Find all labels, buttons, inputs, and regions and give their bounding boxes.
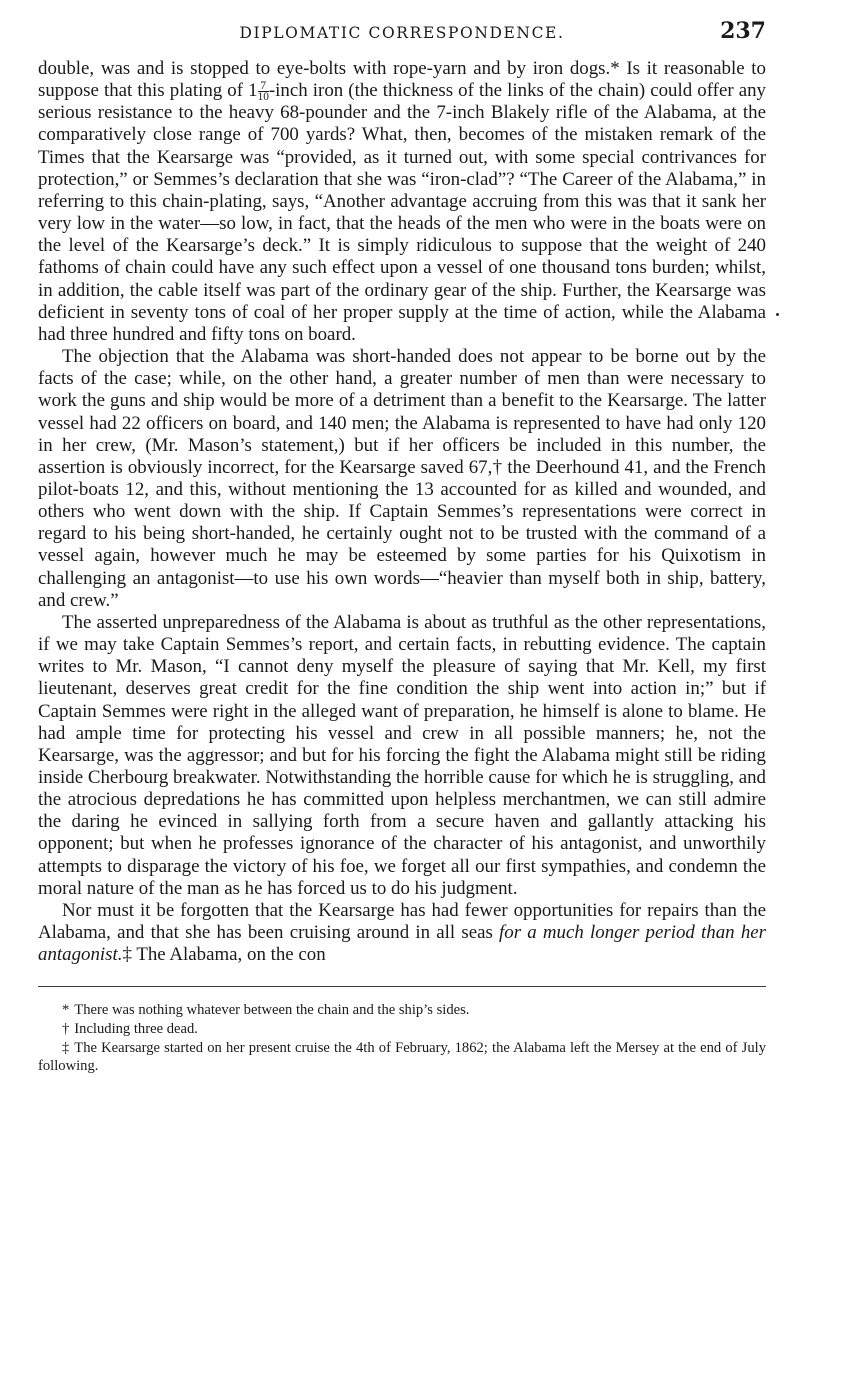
book-page xyxy=(38,18,766,1076)
paragraph-1 xyxy=(38,58,766,346)
running-head xyxy=(38,18,766,52)
page-number: 237 xyxy=(720,18,766,44)
paragraph-2: The objection that the Alabama was short-handed does not appear to be borne out by the facts of the case; while, on the other hand, a greater number of men than were necessary to work the guns and ship would be more of a detriment than a benefit to the Kearsarge. The latter vessel had 22 officers on board, and 140 men; the Alabama is represented to have had only 120 in her crew, (Mr. Mason’s statement,) but if her officers be included in this number, the assertion is obviously incorrect, for the Kearsarge saved 67,† the Deerhound 41, and the French pilot-boats 12, and this, without mentioning the 13 accounted for as killed and wounded, and others who went down with the ship. If Captain Semmes’s representations were correct in regard to his being short-handed, he certainly ought not to be trusted with the command of a vessel again, however much he may be esteemed by some parties for his Quixotism in challenging an antagonist—to use his own words—“heavier than myself both in ship, battery, and crew.” xyxy=(38,346,766,611)
footnote-2-mark: † xyxy=(62,1021,70,1038)
paragraph-1-text-b: -inch iron (the thickness of the links of the chain) could offer any serious resistance to the heavy 68-pounder and the 7-inch Blakely rifle of the Alabama, at the comparatively close range of 700 yards? What, then, becomes of the mistaken remark of the Times that the Kearsarge was “provided, as it turned out, with some special contrivances for protection,” or Semmes’s declaration that she was “iron-clad”? “The Career of the Alabama,” in referring to this chain-plating, says, “Another advantage accruing from this was that it sank her very low in the water—so low, in fact, that the heads of the men who were in the boats were on the level of the Kearsarge’s deck.” It is simply ridiculous to suppose that the weight of 240 fathoms of chain could have any such effect upon a vessel of one thousand tons burden; whilst, in addition, the cable itself was part of the ordinary gear of the ship. Further, the Kearsarge was deficient in seventy tons of coal of her proper supply at the time of action, while the Alabama had three hundred and fifty tons on board. xyxy=(38,80,766,345)
paragraph-4-text-b: ‡ The Alabama, on the con xyxy=(122,944,326,966)
footnote-3-mark: ‡ xyxy=(62,1039,70,1056)
footnote-3 xyxy=(38,1039,766,1076)
paragraph-4 xyxy=(38,900,766,966)
paragraph-3: The asserted unpreparedness of the Alabama is about as truthful as the other representations, if we may take Captain Semmes’s report, and certain facts, in rebutting evidence. The captain writes to Mr. Mason, “I cannot deny myself the pleasure of saying that Mr. Kell, my first lieutenant, deserves great credit for the fine condition the ship went into action in;” but if Captain Semmes were right in the alleged want of preparation, he himself is alone to blame. He had ample time for protecting his vessel and crew in all possible manners; he, not the Kearsarge, was the aggressor; and but for his forcing the fight the Alabama might still be riding inside Cherbourg breakwater. Notwithstanding the horrible cause for which he is struggling, and the atrocious depredations he has committed upon helpless merchantmen, we can still admire the daring he evinced in sallying forth from a secure haven and gallantly attacking his opponent; but when he professes ignorance of the character of his antagonist, and unworthily attempts to disparage the victory of his foe, we forget all our first sympathies, and condemn the moral nature of the man as he has forced us to do his judgment. xyxy=(38,611,766,899)
fraction xyxy=(258,81,269,102)
footnotes xyxy=(38,1001,766,1075)
footnote-1 xyxy=(38,1001,766,1020)
footnote-3-text: The Kearsarge started on her present cruise the 4th of February, 1862; the Alabama left the Mersey at the end of July following. xyxy=(38,1039,766,1075)
fraction-numerator: 7 xyxy=(258,81,269,92)
ink-speck xyxy=(776,313,779,316)
footnote-2 xyxy=(38,1020,766,1039)
paragraph-4-italic: for a much longer period than her antagonist. xyxy=(38,922,767,966)
running-title: DIPLOMATIC CORRESPONDENCE. xyxy=(239,24,565,42)
footnote-rule xyxy=(38,986,766,987)
footnote-1-mark: * xyxy=(62,1002,70,1019)
paragraph-1-text-a: double, was and is stopped to eye-bolts with rope-yarn and by iron dogs.* Is it reasonable to suppose that this plating of 1 xyxy=(38,58,766,102)
body-text xyxy=(38,58,766,966)
paragraph-4-text-a: Nor must it be forgotten that the Kearsarge has had fewer opportunities for repairs than the Alabama, and that she has been cruising around in all seas xyxy=(38,899,766,944)
footnote-2-text: Including three dead. xyxy=(74,1021,198,1038)
footnote-1-text: There was nothing whatever between the chain and the ship’s sides. xyxy=(74,1002,470,1019)
fraction-denominator: 10 xyxy=(257,91,269,104)
